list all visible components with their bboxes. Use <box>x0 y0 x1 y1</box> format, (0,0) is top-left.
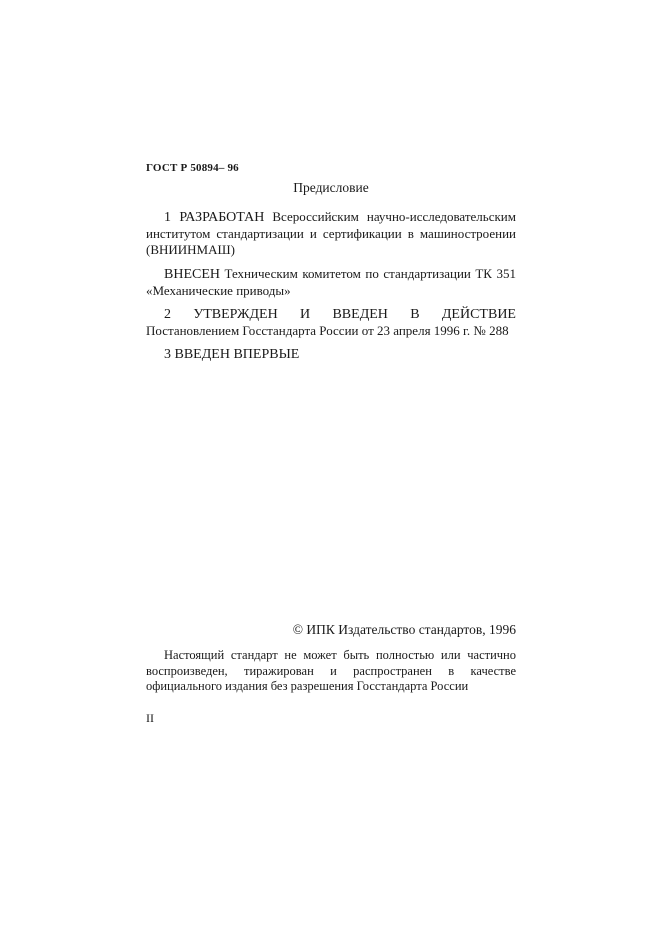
document-code: ГОСТ Р 50894– 96 <box>146 162 239 174</box>
copyright-line: © ИПК Издательство стандартов, 1996 <box>292 622 516 637</box>
preface-item-approved <box>146 306 516 339</box>
preface-title: Предисловие <box>293 180 369 195</box>
preface-item-text: Всероссийским научно-исследовательским институтом стандартизации и сертификации в машиностроении (ВНИИНМАШ) <box>146 209 516 257</box>
preface-item-lead: 3 ВВЕДЕН ВПЕРВЫЕ <box>164 347 300 362</box>
preface-item-developed <box>146 209 516 258</box>
preface-item-lead: ВНЕСЕН <box>164 267 220 282</box>
preface-item-lead: 2 УТВЕРЖДЕН И ВВЕДЕН В ДЕЙСТВИЕ <box>164 307 516 322</box>
page-number: II <box>146 711 154 725</box>
preface-item-text: Постановлением Госстандарта России от 23 апреля 1996 г. № 288 <box>146 323 509 338</box>
reproduction-notice: Настоящий стандарт не может быть полностью или частично воспроизведен, тиражирован и распространен в качестве официального издания без разрешения Госстандарта России <box>146 648 516 693</box>
preface-item-text: Техническим комитетом по стандартизации ТК 351 «Механические приводы» <box>146 266 516 298</box>
preface-item-lead: 1 РАЗРАБОТАН <box>164 210 265 225</box>
preface-item-first-introduced <box>146 346 516 363</box>
preface-item-submitted <box>146 266 516 299</box>
